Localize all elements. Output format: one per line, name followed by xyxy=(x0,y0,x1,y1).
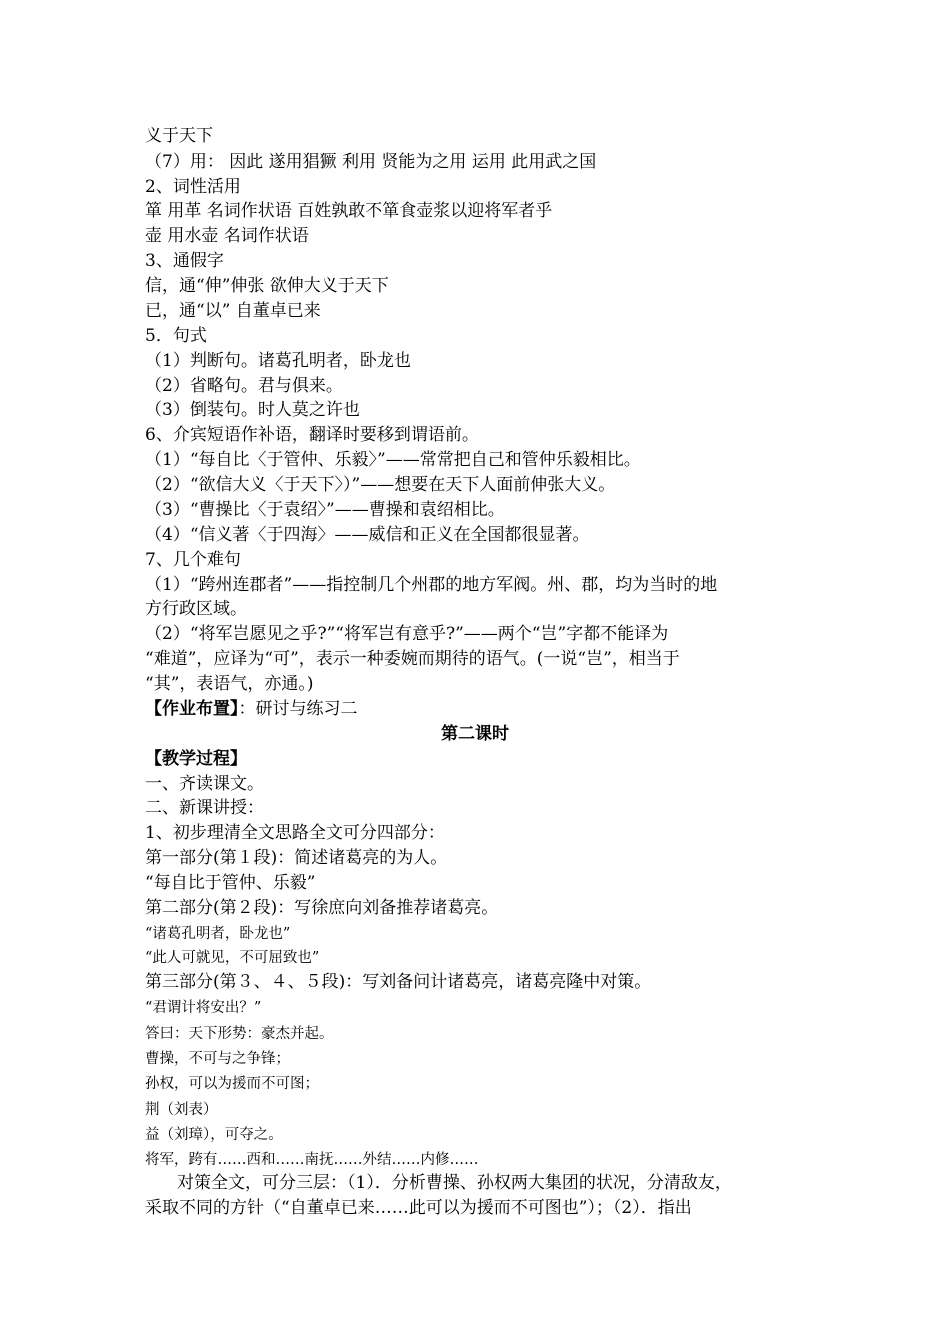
homework-line xyxy=(145,698,358,720)
text-line: 已，通“以” 自董卓已来 xyxy=(145,301,321,321)
quote-line: 将军，跨有……西和……南抚……外结……内修…… xyxy=(145,1152,479,1168)
text-line: （3）倒装句。时人莫之许也 xyxy=(145,400,360,420)
text-line: 义于天下 xyxy=(145,126,213,146)
quote-line: 荆（刘表） xyxy=(145,1102,218,1118)
text-line: 箪 用革 名词作状语 百姓孰敢不箪食壶浆以迎将军者乎 xyxy=(145,201,553,221)
text-line: 2、词性活用 xyxy=(145,177,241,197)
text-line: 第二部分(第２段)：写徐庶向刘备推荐诸葛亮。 xyxy=(145,898,499,918)
text-line: （2）“将军岂愿见之乎?”“将军岂有意乎?”——两个“岂”字都不能译为 xyxy=(145,624,669,644)
text-line: “难道”，应译为“可”，表示一种委婉而期待的语气。(一说“岂”，相当于 xyxy=(145,649,680,669)
text-line: 1、初步理清全文思路全文可分四部分： xyxy=(145,823,445,843)
text-line: 一、齐读课文。 xyxy=(145,774,264,794)
quote-line: 益（刘璋），可夺之。 xyxy=(145,1127,283,1143)
quote-line: “此人可就见，不可屈致也” xyxy=(145,950,320,966)
paragraph-line: 对策全文，可分三层：（1）．分析曹操、孙权两大集团的状况，分清敌友， xyxy=(177,1173,732,1193)
text-line: 第一部分(第１段)：简述诸葛亮的为人。 xyxy=(145,848,448,868)
text-line: 第三部分(第３、４、５段)：写刘备问计诸葛亮，诸葛亮隆中对策。 xyxy=(145,972,652,992)
text-line: 5．句式 xyxy=(145,326,207,346)
quote-line: “诸葛孔明者，卧龙也” xyxy=(145,926,291,942)
text-line: “每自比于管仲、乐毅” xyxy=(145,873,316,893)
text-line: 方行政区域。 xyxy=(145,599,247,619)
homework-label: 【作业布置】 xyxy=(145,699,239,719)
text-line: “其”，表语气，亦通。) xyxy=(145,674,314,694)
text-line: （1）“每自比〈于管仲、乐毅〉”——常常把自己和管仲乐毅相比。 xyxy=(145,450,641,470)
text-line: （1）判断句。诸葛孔明者，卧龙也 xyxy=(145,351,411,371)
paragraph-line: 采取不同的方针（“自董卓已来……此可以为援而不可图也”）；（2）．指出 xyxy=(145,1198,692,1218)
text-line: （2）“欲信大义〈于天下〉）”——想要在天下人面前伸张大义。 xyxy=(145,475,616,495)
quote-line: 曹操，不可与之争锋； xyxy=(145,1051,290,1067)
section-title: 第二课时 xyxy=(441,724,509,744)
text-line: 6、介宾短语作补语，翻译时要移到谓语前。 xyxy=(145,425,479,445)
text-line: （3）“曹操比〈于袁绍〉”——曹操和袁绍相比。 xyxy=(145,500,505,520)
process-heading: 【教学过程】 xyxy=(145,749,247,769)
text-line: （2）省略句。君与俱来。 xyxy=(145,376,343,396)
text-line: 壶 用水壶 名词作状语 xyxy=(145,226,309,246)
text-line: 信，通“伸”伸张 欲伸大义于天下 xyxy=(145,276,389,296)
text-line: 7、几个难句 xyxy=(145,550,241,570)
quote-line: 答曰：天下形势：豪杰并起。 xyxy=(145,1026,334,1042)
text-line: （1）“跨州连郡者”——指控制几个州郡的地方军阀。州、郡，均为当时的地 xyxy=(145,575,718,595)
text-line: 二、新课讲授： xyxy=(145,798,264,818)
quote-line: 孙权，可以为援而不可图； xyxy=(145,1076,319,1092)
quote-line: “君谓计将安出？” xyxy=(145,1000,262,1016)
text-line: （4）“信义著〈于四海〉——威信和正义在全国都很显著。 xyxy=(145,525,590,545)
text-line: 3、通假字 xyxy=(145,251,224,271)
text-line: （7）用： 因此 遂用猖獗 利用 贤能为之用 运用 此用武之国 xyxy=(145,152,597,172)
homework-text: ：研讨与练习二 xyxy=(238,699,358,719)
